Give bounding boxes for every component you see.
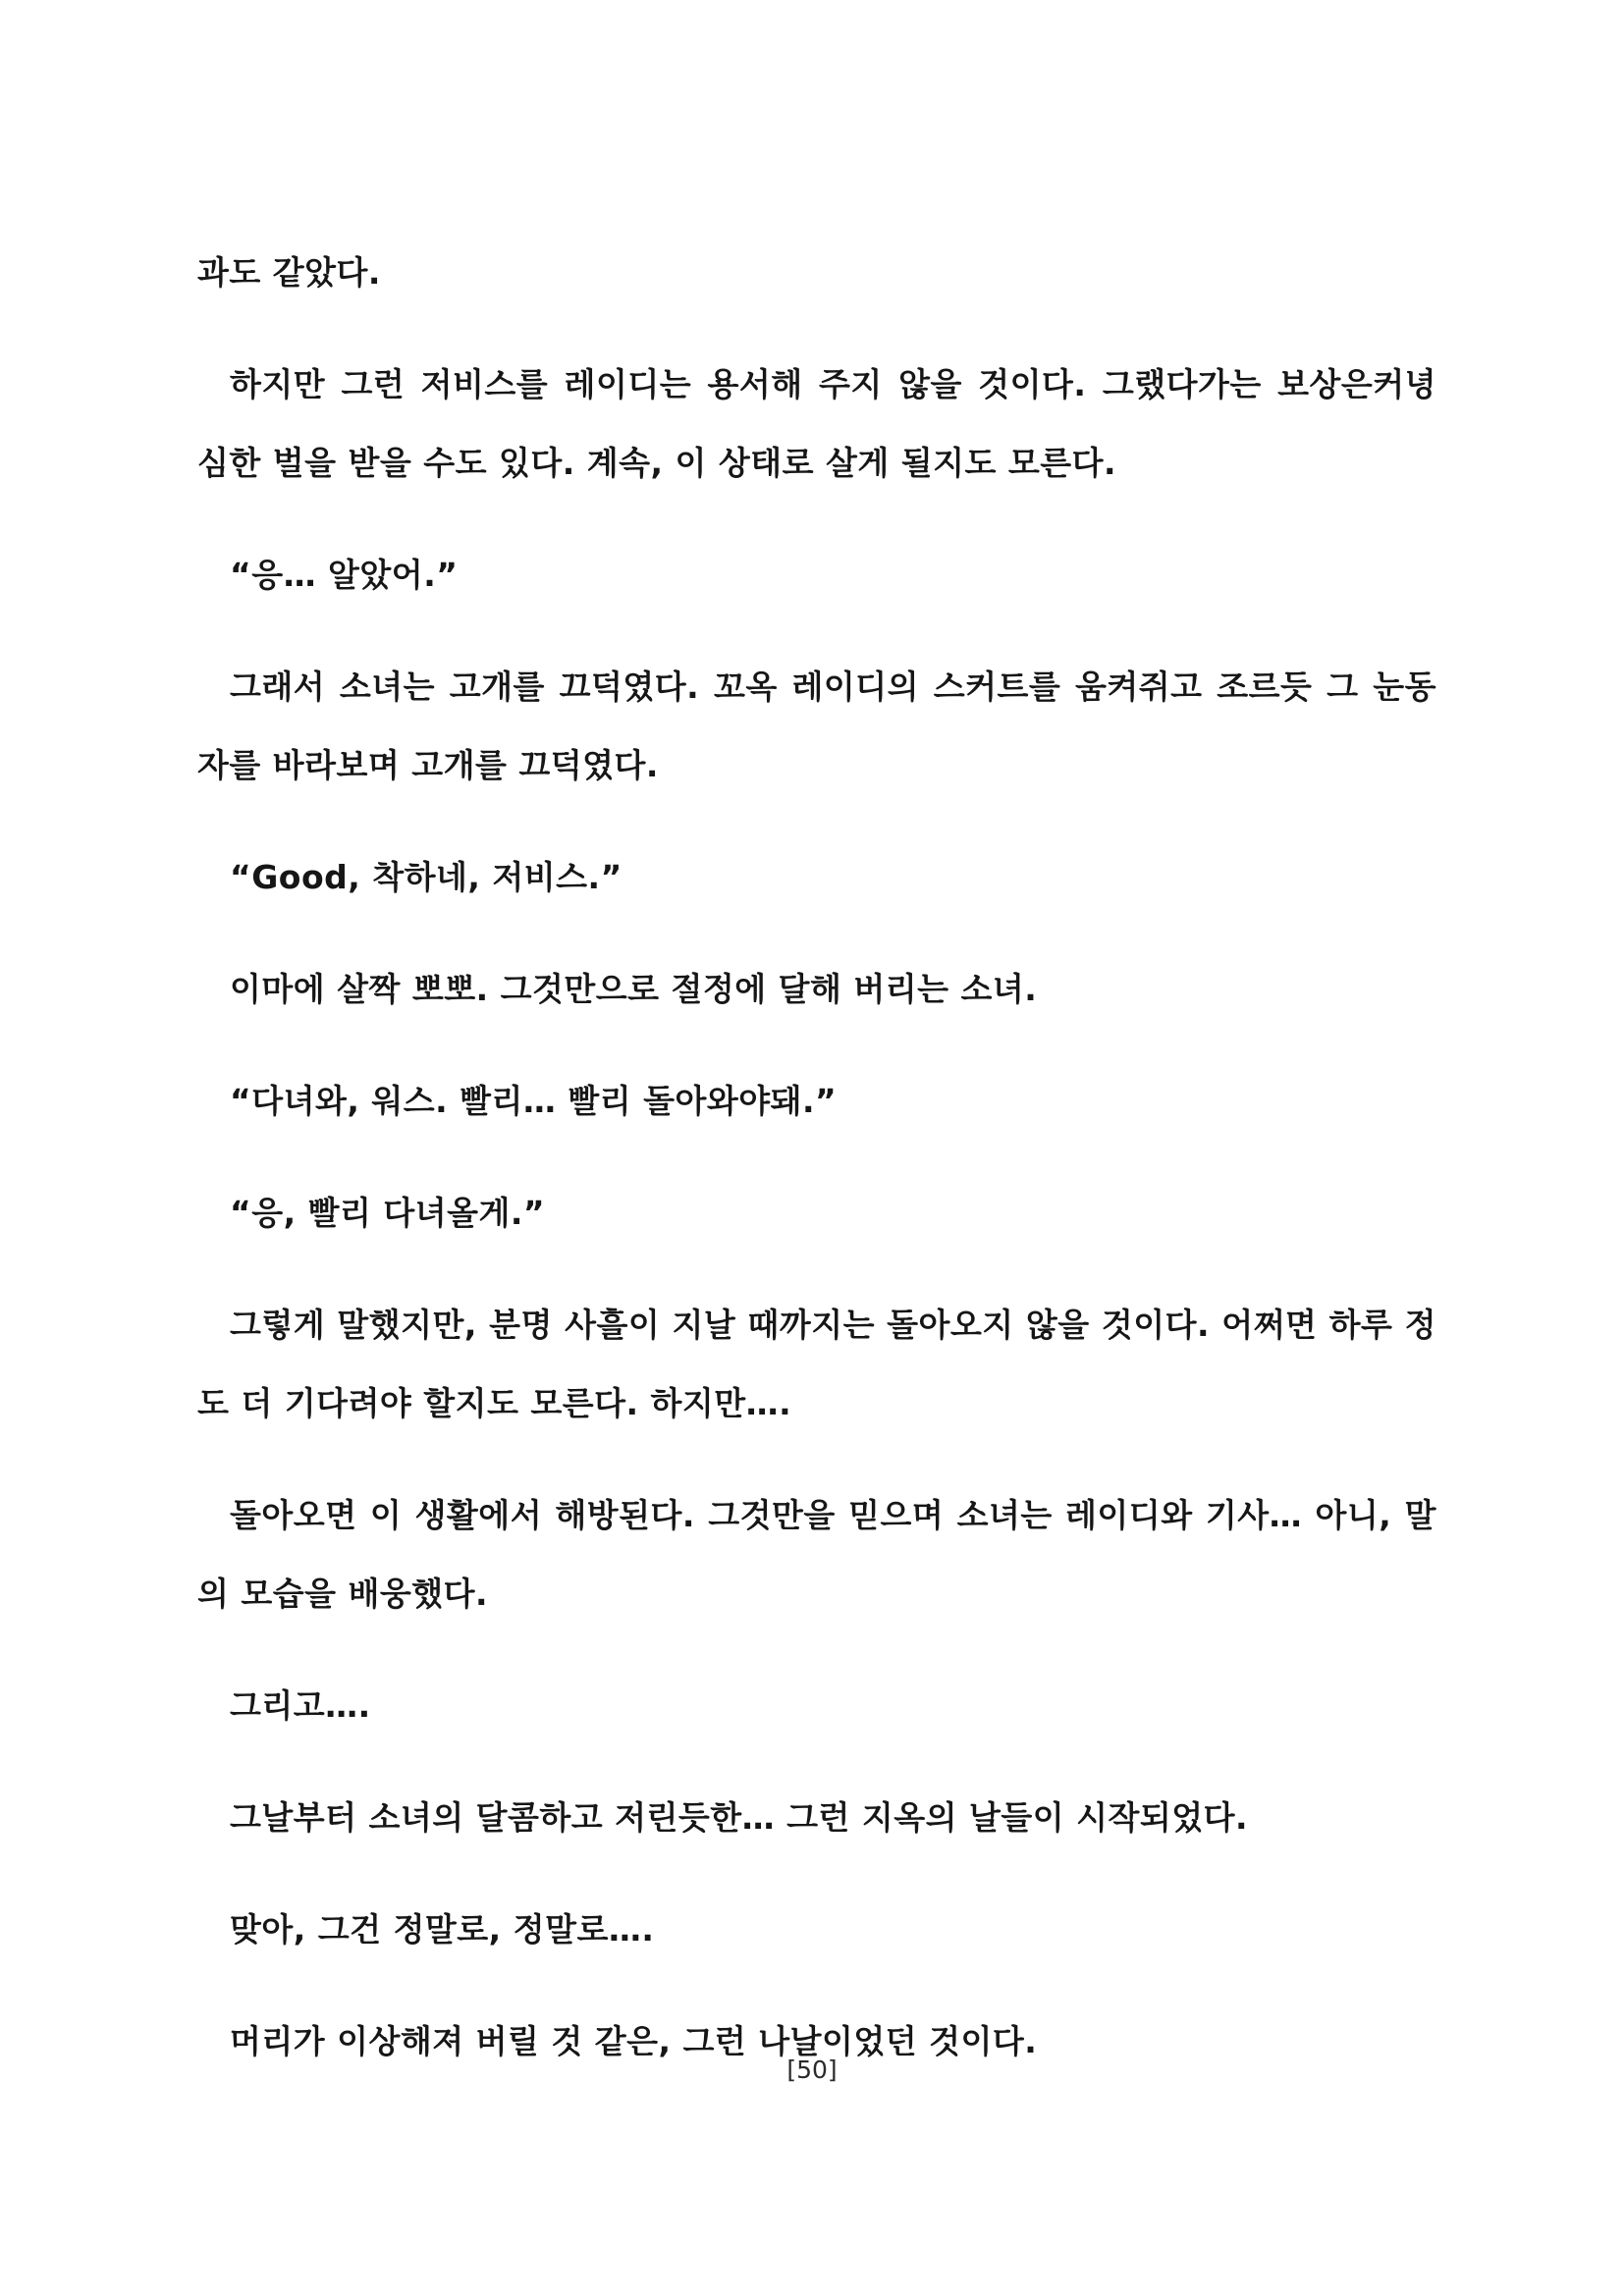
paragraph-12: 그날부터 소녀의 달콤하고 저린듯한… 그런 지옥의 날들이 시작되었다. [230, 1798, 1249, 1837]
paragraph-11: 그리고…. [230, 1686, 371, 1725]
page-number: [50] [786, 2056, 838, 2084]
paragraph-2: 하지만 그런 저비스를 레이디는 용서해 주지 않을 것이다. 그랬다가는 보상은커녕 심한 벌을 받을 수도 있다. 계속, 이 상태로 살게 될지도 모른다. [197, 365, 1436, 482]
paragraph-4: 그래서 소녀는 고개를 끄덕였다. 꼬옥 레이디의 스커트를 움켜쥐고 조르듯 그 눈동자를 바라보며 고개를 끄덕였다. [197, 667, 1436, 784]
paragraph-7: “다녀와, 워스. 빨리… 빨리 돌아와야돼.” [230, 1082, 838, 1120]
paragraph-6: 이마에 살짝 뽀뽀. 그것만으로 절정에 달해 버리는 소녀. [230, 970, 1038, 1008]
paragraph-9: 그렇게 말했지만, 분명 사흘이 지날 때까지는 돌아오지 않을 것이다. 어쩌면 하루 정도 더 기다려야 할지도 모른다. 하지만…. [197, 1306, 1436, 1422]
paragraph-5: “Good, 착하네, 저비스.” [230, 858, 623, 896]
paragraph-10: 돌아오면 이 생활에서 해방된다. 그것만을 믿으며 소녀는 레이디와 기사… 아니, 말의 모습을 배웅했다. [197, 1496, 1436, 1613]
paragraph-3: “응… 알았어.” [230, 556, 459, 594]
paragraph-8: “응, 빨리 다녀올게.” [230, 1194, 546, 1232]
body-text [197, 234, 1436, 2114]
paragraph-14: 머리가 이상해져 버릴 것 같은, 그런 나날이었던 것이다. [230, 2022, 1038, 2060]
paragraph-13: 맞아, 그건 정말로, 정말로…. [230, 1910, 655, 1949]
paragraph-1: 과도 같았다. [197, 253, 381, 292]
